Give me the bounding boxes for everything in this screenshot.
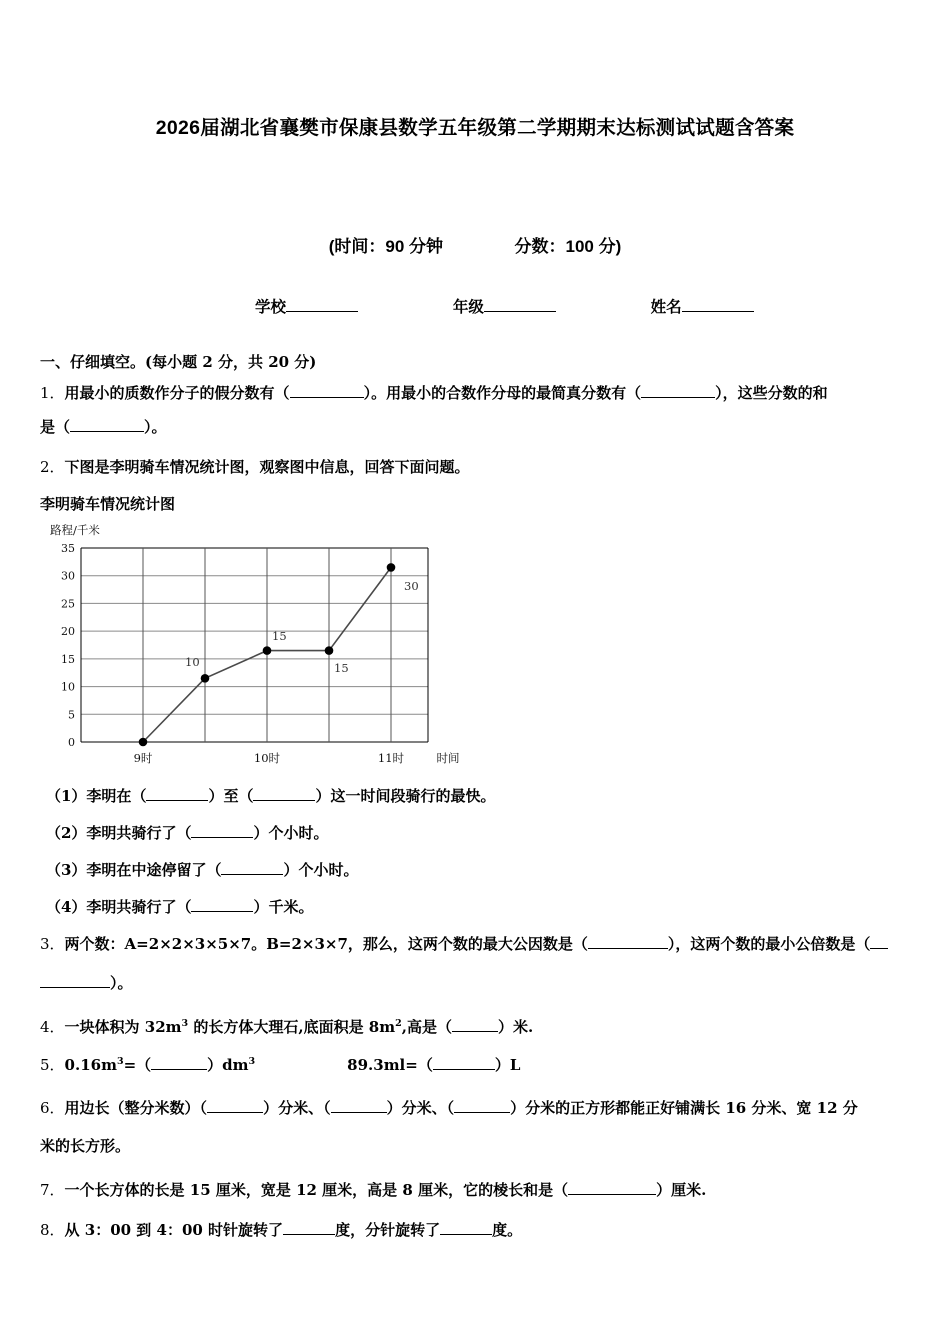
question-6-text-c: ）分米、（ bbox=[386, 1098, 455, 1117]
question-5-text-d: 89.3ml=（ bbox=[347, 1056, 433, 1075]
question-4-sup-a: 3 bbox=[181, 1017, 189, 1029]
name-blank[interactable] bbox=[682, 311, 754, 312]
school-field bbox=[255, 295, 358, 317]
question-6-number: 6． bbox=[40, 1098, 65, 1117]
grade-blank[interactable] bbox=[484, 311, 556, 312]
question-8-text-a: 从 3：00 到 4：00 时针旋转了 bbox=[64, 1221, 284, 1240]
chart-point-labels bbox=[185, 579, 419, 675]
question-8-blank-2[interactable] bbox=[440, 1234, 492, 1235]
q2-sub3-blank[interactable] bbox=[221, 874, 283, 875]
q2-sub4-blank[interactable] bbox=[191, 911, 253, 912]
question-3-number: 3． bbox=[40, 935, 65, 954]
q2-sub1-blank-1[interactable] bbox=[146, 800, 208, 801]
question-6 bbox=[40, 1096, 910, 1120]
grade-field bbox=[453, 295, 556, 317]
data-label-15-b: 15 bbox=[334, 661, 349, 676]
question-3-blank-1[interactable] bbox=[588, 948, 668, 949]
question-4-number: 4． bbox=[40, 1017, 65, 1036]
page-title: 2026届湖北省襄樊市保康县数学五年级第二学期期末达标测试试题含答案 bbox=[155, 117, 795, 139]
question-5-text-e: ）L bbox=[494, 1056, 521, 1075]
question-4-text-d: ）米. bbox=[497, 1017, 534, 1036]
q2-sub1-prefix: （1）李明在（ bbox=[46, 787, 147, 806]
chart-caption: 李明骑车情况统计图 bbox=[40, 495, 176, 514]
question-8-number: 8． bbox=[40, 1221, 65, 1240]
data-label-10: 10 bbox=[185, 655, 200, 670]
question-1-text-d: 是（ bbox=[40, 417, 71, 436]
question-1 bbox=[40, 381, 910, 405]
question-1-number: 1． bbox=[40, 383, 65, 402]
question-3-blank-2a[interactable] bbox=[870, 948, 888, 949]
data-label-15-a: 15 bbox=[272, 629, 287, 644]
question-3-text-b: ），这两个数的最小公倍数是（ bbox=[667, 935, 871, 954]
question-4 bbox=[40, 1015, 910, 1039]
question-4-text-b: 的长方体大理石,底面积是 8m bbox=[188, 1017, 396, 1036]
q2-sub4-suffix: ）千米。 bbox=[253, 898, 314, 917]
question-6-blank-3[interactable] bbox=[454, 1112, 510, 1113]
question-2-sub-1 bbox=[40, 784, 910, 808]
question-6-text-b: ）分米、（ bbox=[263, 1098, 331, 1117]
data-label-30: 30 bbox=[404, 579, 419, 594]
question-8-text-c: 度。 bbox=[492, 1221, 523, 1240]
question-8-blank-1[interactable] bbox=[283, 1234, 335, 1235]
name-label: 姓名 bbox=[650, 297, 682, 316]
q2-sub1-suffix: ）这一时间段骑行的最快。 bbox=[315, 787, 496, 806]
question-5-number: 5． bbox=[40, 1056, 65, 1075]
question-4-sup-b: 2 bbox=[395, 1017, 402, 1029]
question-3-blank-2b[interactable] bbox=[40, 987, 110, 988]
y-tick-20: 20 bbox=[61, 625, 75, 639]
question-5 bbox=[40, 1053, 910, 1077]
question-3-line-2 bbox=[40, 971, 910, 995]
y-tick-10: 10 bbox=[61, 680, 75, 694]
question-2-text: 下图是李明骑车情况统计图，观察图中信息，回答下面问题。 bbox=[64, 458, 470, 477]
data-point-1 bbox=[139, 738, 148, 747]
question-5-text-c: ）dm bbox=[207, 1056, 249, 1075]
question-7-number: 7． bbox=[40, 1181, 65, 1200]
question-1-blank-1[interactable] bbox=[290, 397, 364, 398]
question-1-text-a: 用最小的质数作分子的假分数有（ bbox=[64, 383, 290, 402]
question-7-text-b: ）厘米. bbox=[656, 1181, 707, 1200]
question-4-text-c: ,高是（ bbox=[401, 1017, 452, 1036]
chart-x-axis-label: 时间 bbox=[436, 751, 460, 766]
chart-y-tick-labels bbox=[61, 542, 75, 749]
q2-sub2-suffix: ）个小时。 bbox=[253, 824, 329, 843]
chart-y-axis-label: 路程/千米 bbox=[50, 523, 100, 538]
question-5-text-a: 0.16m bbox=[64, 1056, 117, 1075]
y-tick-15: 15 bbox=[61, 653, 75, 667]
question-1-text-c: ），这些分数的和 bbox=[715, 383, 828, 402]
question-1-text-e: ）。 bbox=[144, 417, 167, 436]
question-6-blank-1[interactable] bbox=[207, 1112, 263, 1113]
question-5-blank-2[interactable] bbox=[433, 1069, 495, 1070]
question-6-text-a: 用边长（整分米数）（ bbox=[64, 1098, 208, 1117]
question-2 bbox=[40, 455, 910, 479]
question-6-blank-2[interactable] bbox=[331, 1112, 387, 1113]
question-3-text-a: 两个数：A=2×2×3×5×7。B=2×3×7，那么，这两个数的最大公因数是（ bbox=[64, 935, 588, 954]
q2-sub3-suffix: ）个小时。 bbox=[283, 861, 359, 880]
line-chart bbox=[48, 520, 478, 768]
question-5-sup-a: 3 bbox=[116, 1056, 124, 1068]
school-label: 学校 bbox=[255, 297, 287, 316]
exam-score-label: 分数：100 分) bbox=[514, 237, 622, 256]
question-2-number: 2． bbox=[40, 458, 65, 477]
question-3-text-d: ）。 bbox=[110, 973, 133, 992]
x-tick-9: 9时 bbox=[133, 751, 153, 766]
question-1-line-2 bbox=[40, 415, 910, 439]
data-point-3 bbox=[263, 647, 272, 656]
question-8-text-b: 度，分针旋转了 bbox=[335, 1221, 441, 1240]
student-fields bbox=[0, 295, 950, 317]
chart-x-tick-labels bbox=[134, 751, 405, 765]
question-2-sub-3 bbox=[40, 858, 910, 882]
chart-vertical-gridlines bbox=[81, 548, 428, 742]
name-field bbox=[651, 295, 754, 317]
y-tick-5: 5 bbox=[68, 708, 75, 722]
question-2-sub-2 bbox=[40, 821, 910, 845]
data-point-2 bbox=[201, 674, 210, 683]
x-tick-10: 10时 bbox=[253, 751, 281, 766]
y-tick-0: 0 bbox=[68, 736, 75, 750]
question-1-text-b: ）。用最小的合数作分母的最简真分数有（ bbox=[363, 383, 642, 402]
exam-meta bbox=[0, 232, 950, 257]
q2-sub4-prefix: （4）李明共骑行了（ bbox=[46, 898, 192, 917]
y-tick-30: 30 bbox=[61, 570, 75, 584]
chart-svg bbox=[48, 520, 478, 768]
q2-sub3-prefix: （3）李明在中途停留了（ bbox=[46, 861, 222, 880]
question-2-sub-4 bbox=[40, 895, 910, 919]
exam-body bbox=[0, 351, 950, 1243]
question-7 bbox=[40, 1178, 910, 1202]
data-point-4 bbox=[325, 647, 334, 656]
x-tick-11: 11时 bbox=[377, 751, 405, 766]
y-tick-25: 25 bbox=[61, 597, 75, 611]
question-3 bbox=[40, 932, 910, 956]
q2-sub2-blank[interactable] bbox=[191, 837, 253, 838]
question-1-blank-2[interactable] bbox=[641, 397, 715, 398]
q2-sub1-blank-2[interactable] bbox=[253, 800, 315, 801]
q2-sub2-prefix: （2）李明共骑行了（ bbox=[46, 824, 192, 843]
school-blank[interactable] bbox=[286, 311, 358, 312]
question-4-text-a: 一块体积为 32m bbox=[64, 1017, 182, 1036]
question-7-blank[interactable] bbox=[568, 1194, 656, 1195]
chart-horizontal-gridlines bbox=[81, 548, 428, 742]
question-5-text-b: =（ bbox=[123, 1056, 152, 1075]
question-4-blank[interactable] bbox=[452, 1031, 498, 1032]
y-tick-35: 35 bbox=[61, 542, 75, 556]
grade-label: 年级 bbox=[452, 297, 484, 316]
question-5-blank-1[interactable] bbox=[151, 1069, 207, 1070]
q2-sub1-mid: ）至（ bbox=[208, 787, 254, 806]
question-6-line-2 bbox=[40, 1134, 910, 1158]
question-7-text-a: 一个长方体的长是 15 厘米，宽是 12 厘米，高是 8 厘米，它的棱长和是（ bbox=[64, 1181, 569, 1200]
question-6-text-e: 米的长方形。 bbox=[40, 1136, 131, 1155]
question-5-sup-c: 3 bbox=[248, 1056, 256, 1068]
question-8 bbox=[40, 1218, 910, 1242]
data-point-5 bbox=[387, 563, 396, 572]
section-one-heading: 一、仔细填空。(每小题 2 分，共 20 分) bbox=[40, 353, 317, 371]
exam-time-label: (时间：90 分钟 bbox=[328, 237, 444, 256]
question-1-blank-3[interactable] bbox=[70, 431, 144, 432]
question-6-text-d: ）分米的正方形都能正好铺满长 16 分米、宽 12 分 bbox=[510, 1098, 858, 1117]
